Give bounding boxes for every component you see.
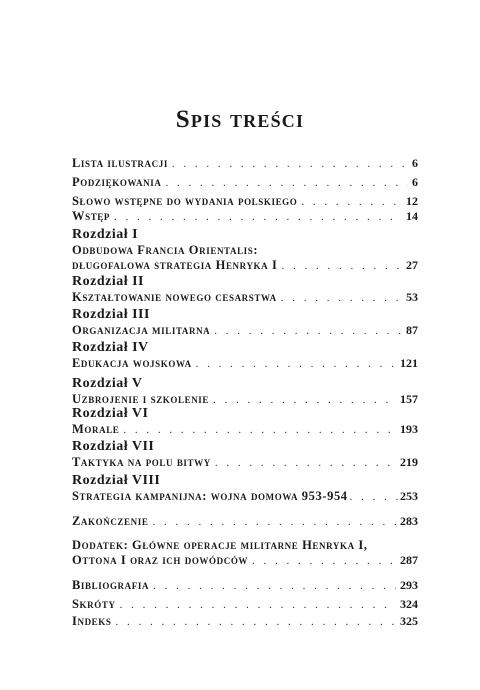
chapter-page: 53 bbox=[406, 290, 418, 304]
toc-entry-page: 14 bbox=[406, 209, 418, 223]
chapter-page: 27 bbox=[406, 258, 418, 272]
dot-leader bbox=[350, 490, 398, 505]
toc-entry-label: Indeks bbox=[72, 614, 112, 628]
dot-leader bbox=[301, 195, 402, 210]
dot-leader bbox=[252, 554, 396, 569]
chapter-page: 253 bbox=[400, 489, 418, 503]
toc-entry-label: Skróty bbox=[72, 597, 116, 611]
toc-entry bbox=[72, 209, 418, 225]
toc-entry-page: 293 bbox=[400, 578, 418, 592]
appendix-title: Ottona I oraz ich dowódców bbox=[72, 553, 249, 567]
dot-leader bbox=[123, 423, 396, 438]
dot-leader bbox=[153, 579, 396, 594]
chapter-entry bbox=[72, 405, 418, 438]
chapter-page: 219 bbox=[400, 455, 418, 469]
dot-leader bbox=[281, 291, 402, 306]
chapter-heading: Rozdział VI bbox=[72, 406, 149, 421]
chapter-heading: Rozdział III bbox=[72, 307, 150, 322]
chapter-entry bbox=[72, 306, 418, 339]
page-title: Spis treści bbox=[175, 106, 305, 133]
toc-entry-page: 283 bbox=[400, 514, 418, 528]
chapter-title-line: Odbudowa Francia Orientalis: bbox=[72, 243, 259, 257]
toc-entry-label: Zakończenie bbox=[72, 514, 149, 528]
chapter-title: Edukacja wojskowa bbox=[72, 356, 192, 370]
chapter-heading: Rozdział VII bbox=[72, 439, 155, 454]
appendix-entry bbox=[72, 538, 418, 569]
toc-entry bbox=[72, 578, 418, 594]
chapter-title: długofalowa strategia Henryka I bbox=[72, 258, 278, 272]
chapter-title: Organizacja militarna bbox=[72, 323, 211, 337]
dot-leader bbox=[120, 598, 396, 613]
chapter-entry bbox=[72, 375, 418, 408]
toc-entry bbox=[72, 597, 418, 613]
toc-entry-label: Bibliografia bbox=[72, 578, 150, 592]
chapter-heading: Rozdział IV bbox=[72, 340, 149, 355]
toc-entry-page: 12 bbox=[406, 194, 418, 208]
chapter-entry bbox=[72, 438, 418, 471]
chapter-entry bbox=[72, 226, 418, 274]
toc-entry bbox=[72, 156, 418, 172]
toc-entry bbox=[72, 175, 418, 191]
chapter-heading: Rozdział V bbox=[72, 376, 143, 391]
toc-entry bbox=[72, 614, 418, 630]
dot-leader bbox=[281, 259, 402, 274]
chapter-title: Morale bbox=[72, 422, 120, 436]
chapter-page: 121 bbox=[400, 356, 418, 370]
toc-entry-page: 6 bbox=[412, 156, 418, 170]
dot-leader bbox=[214, 324, 402, 339]
toc-entry bbox=[72, 194, 418, 210]
chapter-entry bbox=[72, 339, 418, 372]
chapter-page: 157 bbox=[400, 392, 418, 406]
appendix-title-line: Dodatek: Główne operacje militarne Henryka I, bbox=[72, 538, 368, 552]
dot-leader bbox=[215, 456, 396, 471]
chapter-title: Uzbrojenie i szkolenie bbox=[72, 392, 210, 406]
chapter-title: Taktyka na polu bitwy bbox=[72, 455, 211, 469]
toc-entry bbox=[72, 514, 418, 530]
chapter-title: Kształtowanie nowego cesarstwa bbox=[72, 290, 277, 304]
dot-leader bbox=[165, 176, 408, 191]
toc-entry-page: 6 bbox=[412, 175, 418, 189]
chapter-heading: Rozdział VIII bbox=[72, 473, 161, 488]
toc-entry-label: Słowo wstępne do wydania polskiego bbox=[72, 194, 298, 208]
toc-entry-page: 325 bbox=[400, 614, 418, 628]
dot-leader bbox=[114, 210, 402, 225]
toc-entry-page: 287 bbox=[400, 553, 418, 567]
toc-entry-label: Lista ilustracji bbox=[72, 156, 168, 170]
chapter-heading: Rozdział II bbox=[72, 274, 144, 289]
toc-entry-page: 324 bbox=[400, 597, 418, 611]
dot-leader bbox=[196, 357, 396, 372]
toc-entry-label: Wstęp bbox=[72, 209, 111, 223]
chapter-title: Strategia kampanijna: wojna domowa 953-954 bbox=[72, 489, 348, 503]
chapter-heading: Rozdział I bbox=[72, 227, 139, 242]
dot-leader bbox=[115, 615, 396, 630]
dot-leader bbox=[152, 515, 396, 530]
chapter-page: 87 bbox=[406, 323, 418, 337]
dot-leader bbox=[172, 157, 408, 172]
chapter-entry bbox=[72, 273, 418, 306]
chapter-entry bbox=[72, 472, 418, 505]
chapter-page: 193 bbox=[400, 422, 418, 436]
toc-entry-label: Podziękowania bbox=[72, 175, 162, 189]
